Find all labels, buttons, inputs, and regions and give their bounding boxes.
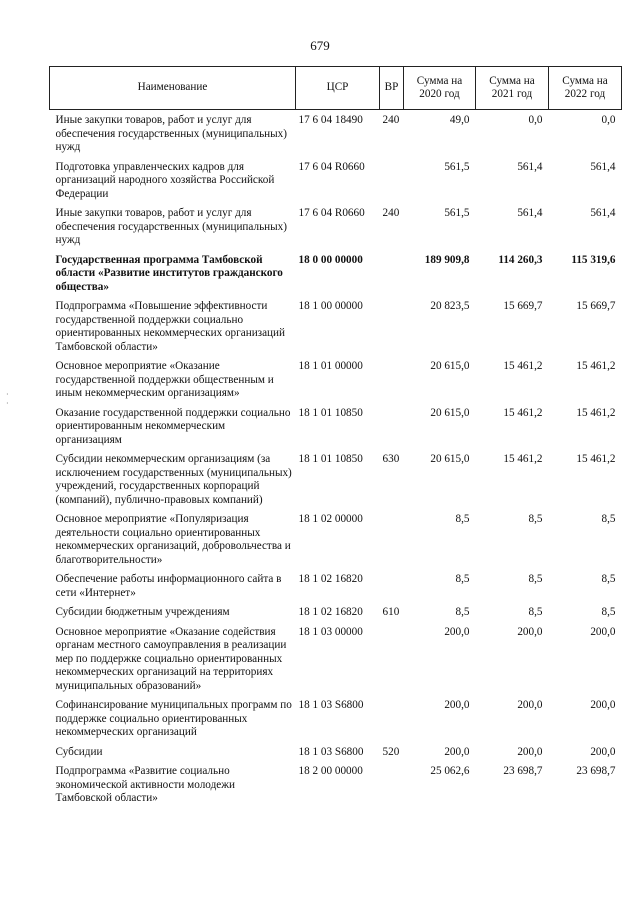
row-code: 18 1 01 10850: [298, 406, 363, 419]
row-code: 18 1 02 16820: [298, 573, 363, 585]
row-2021: 561,4: [517, 207, 543, 219]
row-code: 18 1 01 00000: [298, 360, 363, 372]
row-2022: 561,4: [590, 207, 616, 219]
row-vr: 520: [382, 745, 400, 758]
row-vr: 630: [382, 453, 400, 465]
row-code: 18 2 00 00000: [298, 765, 363, 777]
row-vr: [380, 573, 404, 606]
table-row: [50, 699, 622, 746]
row-code: 17 6 04 R0660: [298, 207, 365, 219]
row-2020: 200,0: [444, 699, 470, 711]
row-vr: [380, 626, 404, 700]
row-2020: 8,5: [455, 606, 470, 618]
row-2022: 23 698,7: [576, 765, 616, 777]
table-body: [50, 110, 622, 812]
row-2021: 561,4: [517, 160, 543, 173]
row-2021: 8,5: [528, 573, 543, 585]
table-row: [50, 765, 622, 812]
row-code: 18 1 01 10850: [298, 453, 363, 465]
table-row-program: [50, 254, 622, 301]
header-2021: Сумма на 2021 год: [476, 67, 549, 110]
margin-scan-mark: · ·: [6, 390, 9, 408]
row-code: 18 1 02 16820: [298, 606, 363, 618]
row-2022: 200,0: [590, 699, 616, 711]
table-row: [50, 453, 622, 513]
row-2021: 8,5: [528, 606, 543, 618]
row-2020: 8,5: [455, 573, 470, 585]
row-2020: 25 062,6: [430, 765, 470, 777]
row-2020: 49,0: [449, 114, 470, 126]
table-row: [50, 161, 622, 208]
row-2020: 20 615,0: [430, 406, 470, 419]
page-number: 679: [310, 38, 330, 53]
header-2020: Сумма на 2020 год: [404, 67, 476, 110]
row-vr: 240: [382, 207, 400, 219]
row-2021: 15 461,2: [503, 453, 543, 465]
row-2022: 200,0: [590, 745, 616, 758]
row-2020: 8,5: [455, 513, 470, 525]
header-code: ЦСР: [296, 67, 380, 110]
row-name: Основное мероприятие «Оказание государственной поддержки общественным и иным некоммерческим организациям»: [55, 360, 274, 399]
row-vr: [380, 407, 404, 454]
row-code: 17 6 04 18490: [298, 114, 363, 126]
header-vr: ВР: [380, 67, 404, 110]
row-vr: [380, 699, 404, 746]
table-row: [50, 626, 622, 700]
row-2021: 23 698,7: [503, 765, 543, 777]
budget-table: [49, 66, 622, 812]
table-row: [50, 407, 622, 454]
row-2022: 8,5: [601, 513, 616, 525]
row-code: 18 1 03 00000: [298, 625, 363, 638]
row-name: Субсидии некоммерческим организациям (за исключением государственных (муниципальных) учреждений, государственных корпораций (компаний), публично-правовых компаний): [55, 453, 292, 506]
row-2021: 200,0: [517, 625, 543, 638]
row-2021: 0,0: [528, 114, 543, 126]
row-2022: 15 461,2: [576, 453, 616, 465]
table-header-row: [50, 67, 622, 110]
table-row: [50, 606, 622, 626]
row-2022: 561,4: [590, 160, 616, 173]
row-2021: 200,0: [517, 745, 543, 758]
row-code: 17 6 04 R0660: [298, 160, 365, 173]
row-vr: [380, 300, 404, 360]
row-2022: 115 319,6: [571, 253, 616, 266]
row-vr: [380, 161, 404, 208]
row-name: Основное мероприятие «Оказание содействия органам местного самоуправления в реализации мер по поддержке социально ориентированных некоммерческих организаций на территориях муниципальных образований»: [55, 625, 287, 692]
row-name: Субсидии бюджетным учреждениям: [55, 606, 230, 618]
row-2021: 15 461,2: [503, 406, 543, 419]
row-name: Иные закупки товаров, работ и услуг для обеспечения государственных (муниципальных) нужд: [55, 207, 287, 246]
row-2020: 189 909,8: [424, 253, 470, 266]
row-2021: 15 669,7: [503, 300, 543, 312]
row-2020: 561,5: [444, 207, 470, 219]
row-code: 18 1 00 00000: [298, 300, 363, 312]
row-2022: 15 461,2: [576, 360, 616, 372]
row-vr: [380, 765, 404, 812]
row-name: Обеспечение работы информационного сайта в сети «Интернет»: [55, 573, 282, 599]
row-2021: 114 260,3: [498, 253, 543, 266]
row-name: Субсидии: [55, 745, 103, 758]
row-code: 18 1 02 00000: [298, 513, 363, 525]
row-name: Подпрограмма «Повышение эффективности государственной поддержки социально ориентированных некоммерческих организаций Тамбовской области»: [55, 300, 286, 353]
row-2021: 8,5: [528, 513, 543, 525]
table-row: [50, 573, 622, 606]
row-2020: 561,5: [444, 160, 470, 173]
table-row: [50, 300, 622, 360]
table-row: [50, 110, 622, 161]
row-2022: 8,5: [601, 573, 616, 585]
row-name: Софинансирование муниципальных программ по поддержке социально ориентированных некоммерческих организаций: [55, 699, 292, 738]
row-2020: 200,0: [444, 745, 470, 758]
row-code: 18 1 03 S6800: [298, 699, 364, 711]
table-row: [50, 746, 622, 766]
row-vr: [380, 513, 404, 573]
table-row: [50, 207, 622, 254]
header-2022: Сумма на 2022 год: [549, 67, 622, 110]
row-vr: [380, 360, 404, 407]
row-2020: 20 823,5: [430, 300, 470, 312]
row-vr: 610: [382, 606, 400, 618]
table-row: [50, 360, 622, 407]
header-name: Наименование: [50, 67, 296, 110]
row-2020: 200,0: [444, 625, 470, 638]
row-2020: 20 615,0: [430, 453, 470, 465]
row-2021: 200,0: [517, 699, 543, 711]
row-name: Подготовка управленческих кадров для организаций народного хозяйства Российской Федерации: [55, 160, 275, 200]
row-name: Основное мероприятие «Популяризация деятельности социально ориентированных некоммерческих организаций, добровольчества и благотворительности»: [55, 513, 291, 566]
row-2022: 8,5: [601, 606, 616, 618]
row-code: 18 0 00 00000: [298, 253, 363, 266]
row-2022: 15 461,2: [576, 406, 616, 419]
row-2020: 20 615,0: [430, 360, 470, 372]
row-2022: 15 669,7: [576, 300, 616, 312]
table-row: [50, 513, 622, 573]
row-vr: 240: [382, 114, 400, 126]
row-name: Оказание государственной поддержки социально ориентированным некоммерческим организациям: [55, 406, 291, 446]
row-2022: 0,0: [601, 114, 616, 126]
row-vr: [380, 254, 404, 301]
row-2022: 200,0: [590, 625, 616, 638]
row-2021: 15 461,2: [503, 360, 543, 372]
row-name: Государственная программа Тамбовской области «Развитие институтов гражданского общества»: [55, 253, 283, 293]
row-code: 18 1 03 S6800: [298, 745, 364, 758]
row-name: Подпрограмма «Развитие социально экономической активности молодежи Тамбовской области»: [55, 765, 235, 804]
row-name: Иные закупки товаров, работ и услуг для обеспечения государственных (муниципальных) нужд: [55, 114, 287, 153]
